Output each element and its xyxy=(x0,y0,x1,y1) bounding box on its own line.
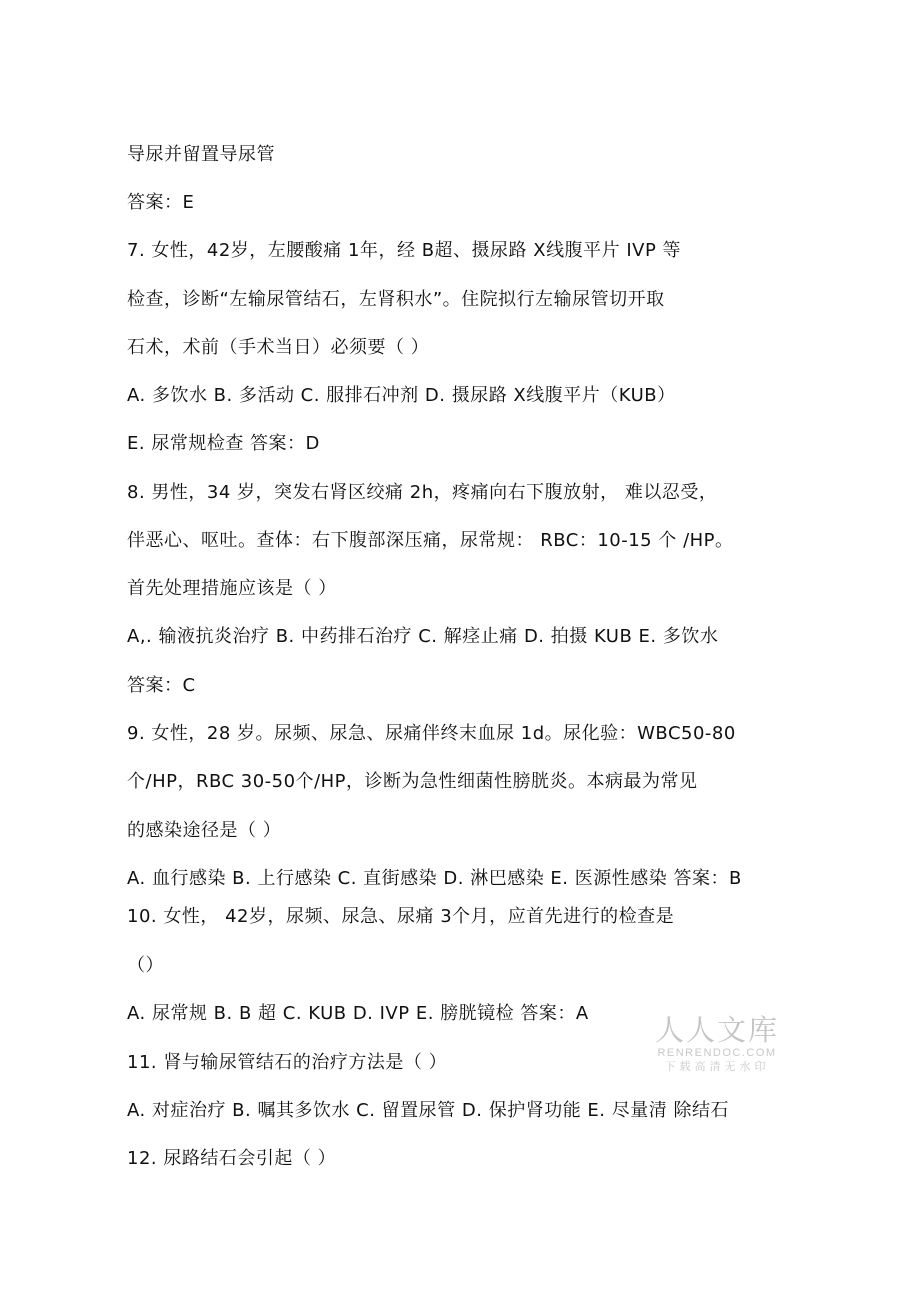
watermark-slogan: 下载高清无水印 xyxy=(664,1060,770,1073)
question-11-line-1: 11. 肾与输尿管结石的治疗方法是（ ） xyxy=(127,1052,448,1073)
watermark xyxy=(647,1013,787,1074)
question-7-line-1: 7. 女性，42岁，左腰酸痛 1年，经 B超、摄尿路 X线腹平片 IVP 等 xyxy=(127,240,682,261)
question-10-line-1: 10. 女性， 42岁，尿频、尿急、尿痛 3个月，应首先进行的检查是 xyxy=(127,906,675,927)
answer-line: 答案：E xyxy=(127,192,195,213)
question-7-line-2: 检查，诊断“左输尿管结石，左肾积水”。住院拟行左输尿管切开取 xyxy=(127,289,665,310)
question-12-line-1: 12. 尿路结石会引起（ ） xyxy=(127,1148,337,1169)
question-7-options: A. 多饮水 B. 多活动 C. 服排石冲剂 D. 摄尿路 X线腹平片（KUB） xyxy=(127,385,676,406)
question-9-options: A. 血行感染 B. 上行感染 C. 直街感染 D. 淋巴感染 E. 医源性感染 答案：B xyxy=(127,868,742,889)
text-line: 导尿并留置导尿管 xyxy=(127,144,275,165)
question-7-line-3: 石术，术前（手术当日）必须要（ ） xyxy=(127,337,430,358)
question-7-answer: E. 尿常规检查 答案：D xyxy=(127,433,320,454)
question-8-line-3: 首先处理措施应该是（ ） xyxy=(127,578,337,599)
question-8-options: A,. 输液抗炎治疗 B. 中药排石治疗 C. 解痉止痛 D. 拍摄 KUB E. 多饮水 xyxy=(127,626,719,647)
question-9-line-3: 的感染途径是（ ） xyxy=(127,820,282,841)
question-8-answer: 答案：C xyxy=(127,675,196,696)
question-11-options: A. 对症治疗 B. 嘱其多饮水 C. 留置尿管 D. 保护肾功能 E. 尽量清 除结石 xyxy=(127,1100,729,1121)
question-10-options: A. 尿常规 B. B 超 C. KUB D. IVP E. 膀胱镜检 答案：A xyxy=(127,1003,589,1024)
question-10-line-2: （） xyxy=(127,955,164,976)
question-9-line-1: 9. 女性，28 岁。尿频、尿急、尿痛伴终末血尿 1d。尿化验：WBC50-80 xyxy=(127,723,736,744)
question-8-line-1: 8. 男性，34 岁，突发右肾区绞痛 2h，疼痛向右下腹放射， 难以忍受， xyxy=(127,482,718,503)
question-9-line-2: 个/HP，RBC 30-50个/HP，诊断为急性细菌性膀胱炎。本病最为常见 xyxy=(127,771,698,792)
question-8-line-2: 伴恶心、呕吐。查体：右下腹部深压痛，尿常规： RBC：10-15 个 /HP。 xyxy=(127,530,734,551)
watermark-title: 人人文库 xyxy=(654,1013,779,1047)
watermark-site: RENRENDOC.COM xyxy=(657,1047,777,1059)
